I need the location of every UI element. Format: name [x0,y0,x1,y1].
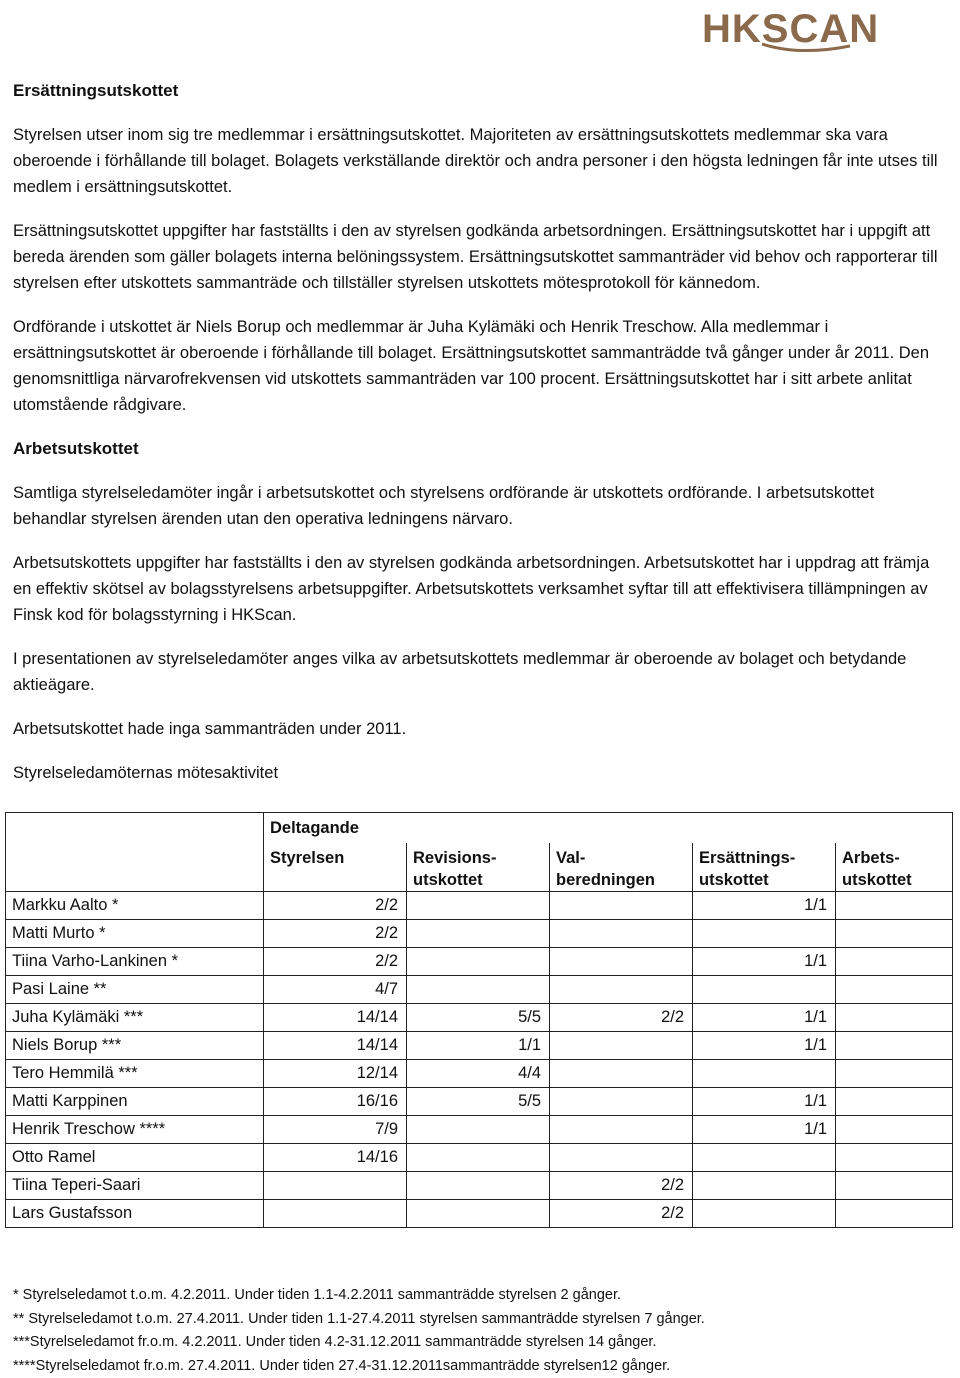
table-row [6,1088,953,1116]
member-name: Matti Karppinen [6,1088,264,1116]
attendance-cell [836,920,953,948]
attendance-cell [836,1004,953,1032]
attendance-cell: 2/2 [264,892,407,920]
attendance-cell [550,976,693,1004]
member-name: Otto Ramel [6,1144,264,1172]
attendance-cell [836,976,953,1004]
header-name-empty [6,843,264,892]
attendance-cell [264,1172,407,1200]
attendance-cell [550,892,693,920]
footnote: * Styrelseledamot t.o.m. 4.2.2011. Under tiden 1.1-4.2.2011 sammanträdde styrelsen 2 gånger. [13,1284,705,1308]
table-row [6,948,953,976]
logo-text: HKSCAN [702,7,879,51]
member-name: Matti Murto * [6,920,264,948]
paragraph: Ordförande i utskottet är Niels Borup och medlemmar är Juha Kylämäki och Henrik Treschow. Alla medlemmar i ersättningsutskottet är oberoende i förhållande till bolaget. Ersättningsutskottet sammanträdde två gånger under år 2011. Den genomsnittliga närvarofrekvensen vid utskottets sammanträden var 100 procent. Ersättningsutskottet har i sitt arbete anlitat utomstående rådgivare. [13,314,948,418]
footnote: ** Styrelseledamot t.o.m. 27.4.2011. Under tiden 1.1-27.4.2011 styrelsen sammanträdde styrelsen 7 gånger. [13,1308,705,1332]
section-title-ersattningsutskottet: Ersättningsutskottet [13,78,948,104]
attendance-cell [836,1144,953,1172]
table-title: Styrelseledamöternas mötesaktivitet [13,760,948,786]
attendance-cell [836,892,953,920]
attendance-cell [550,920,693,948]
paragraph: Arbetsutskottet hade inga sammanträden under 2011. [13,716,948,742]
attendance-cell: 7/9 [264,1116,407,1144]
table-row [6,892,953,920]
member-name: Tiina Varho-Lankinen * [6,948,264,976]
attendance-cell: 2/2 [264,948,407,976]
attendance-cell: 2/2 [264,920,407,948]
header-empty [6,813,264,844]
attendance-cell [693,920,836,948]
header-deltagande: Deltagande [264,813,953,844]
column-header: Arbets- utskottet [836,843,953,892]
attendance-cell: 12/14 [264,1060,407,1088]
attendance-cell [693,1200,836,1228]
member-name: Juha Kylämäki *** [6,1004,264,1032]
attendance-cell [407,948,550,976]
attendance-cell [407,976,550,1004]
attendance-cell: 4/7 [264,976,407,1004]
hkscan-logo-graphic [700,6,940,56]
attendance-cell [407,892,550,920]
table-row [6,1200,953,1228]
column-header: Val- beredningen [550,843,693,892]
attendance-cell: 1/1 [693,1032,836,1060]
attendance-cell [693,1144,836,1172]
table-row [6,1004,953,1032]
column-header: Ersättnings- utskottet [693,843,836,892]
attendance-table [5,812,953,1228]
footnote: ***Styrelseledamot fr.o.m. 4.2.2011. Under tiden 4.2-31.12.2011 sammanträdde styrelsen 14 gånger. [13,1331,705,1355]
table-row [6,1060,953,1088]
table-row [6,1144,953,1172]
attendance-cell [836,1032,953,1060]
member-name: Pasi Laine ** [6,976,264,1004]
attendance-cell [550,1060,693,1088]
paragraph: Styrelsen utser inom sig tre medlemmar i ersättningsutskottet. Majoriteten av ersättningsutskottets medlemmar ska vara oberoende i förhållande till bolaget. Bolagets verkställande direktör och andra personer i den högsta ledningen får inte utses till medlem i ersättningsutskottet. [13,122,948,200]
column-header: Revisions- utskottet [407,843,550,892]
attendance-cell: 2/2 [550,1004,693,1032]
document-body [13,78,948,1228]
attendance-cell [264,1200,407,1228]
attendance-cell [836,1088,953,1116]
paragraph: I presentationen av styrelseledamöter anges vilka av arbetsutskottets medlemmar är oberoende av bolaget och betydande aktieägare. [13,646,948,698]
attendance-cell [407,1116,550,1144]
attendance-cell: 16/16 [264,1088,407,1116]
attendance-cell: 1/1 [693,1088,836,1116]
attendance-cell [407,1172,550,1200]
attendance-cell [836,1200,953,1228]
table-row [6,1172,953,1200]
table-row [6,920,953,948]
attendance-cell: 1/1 [693,948,836,976]
footnotes [13,1284,705,1378]
paragraph: Ersättningsutskottet uppgifter har fastställts i den av styrelsen godkända arbetsordningen. Ersättningsutskottet har i uppgift att bereda ärenden som gäller bolagets interna belöningssystem. Ersättningsutskottet sammanträder vid behov och rapporterar till styrelsen efter utskottets sammanträde och tillställer styrelsen utskottets mötesprotokoll för kännedom. [13,218,948,296]
section-title-arbetsutskottet: Arbetsutskottet [13,436,948,462]
attendance-cell: 14/14 [264,1032,407,1060]
attendance-cell [407,920,550,948]
attendance-cell [407,1200,550,1228]
paragraph: Arbetsutskottets uppgifter har fastställts i den av styrelsen godkända arbetsordningen. Arbetsutskottet har i uppdrag att främja en effektiv skötsel av bolagsstyrelsens arbetsuppgifter. Arbetsutskottets verksamhet syftar till att effektivisera tillämpningen av Finsk kod för bolagsstyrning i HKScan. [13,550,948,628]
member-name: Niels Borup *** [6,1032,264,1060]
member-name: Tero Hemmilä *** [6,1060,264,1088]
attendance-cell: 5/5 [407,1088,550,1116]
attendance-cell: 2/2 [550,1172,693,1200]
footnote: ****Styrelseledamot fr.o.m. 27.4.2011. Under tiden 27.4-31.12.2011sammanträdde styrelsen12 gånger. [13,1355,705,1378]
attendance-cell [693,1172,836,1200]
hkscan-logo [700,6,940,56]
attendance-cell [836,1116,953,1144]
attendance-cell: 1/1 [693,892,836,920]
table-row [6,1116,953,1144]
attendance-cell [550,1032,693,1060]
attendance-cell: 14/16 [264,1144,407,1172]
member-name: Lars Gustafsson [6,1200,264,1228]
member-name: Tiina Teperi-Saari [6,1172,264,1200]
attendance-cell [407,1144,550,1172]
attendance-cell: 1/1 [407,1032,550,1060]
attendance-cell [550,1116,693,1144]
attendance-cell: 1/1 [693,1116,836,1144]
attendance-cell: 14/14 [264,1004,407,1032]
attendance-cell: 5/5 [407,1004,550,1032]
attendance-cell [693,976,836,1004]
attendance-cell [836,948,953,976]
member-name: Henrik Treschow **** [6,1116,264,1144]
attendance-cell: 4/4 [407,1060,550,1088]
attendance-cell [550,1088,693,1116]
attendance-cell: 1/1 [693,1004,836,1032]
table-row [6,976,953,1004]
attendance-cell [836,1172,953,1200]
attendance-cell [693,1060,836,1088]
attendance-cell: 2/2 [550,1200,693,1228]
attendance-cell [550,948,693,976]
paragraph: Samtliga styrelseledamöter ingår i arbetsutskottet och styrelsens ordförande är utskottets ordförande. I arbetsutskottet behandlar styrelsen ärenden utan den operativa ledningens närvaro. [13,480,948,532]
attendance-cell [550,1144,693,1172]
member-name: Markku Aalto * [6,892,264,920]
attendance-cell [836,1060,953,1088]
table-row [6,1032,953,1060]
column-header: Styrelsen [264,843,407,892]
